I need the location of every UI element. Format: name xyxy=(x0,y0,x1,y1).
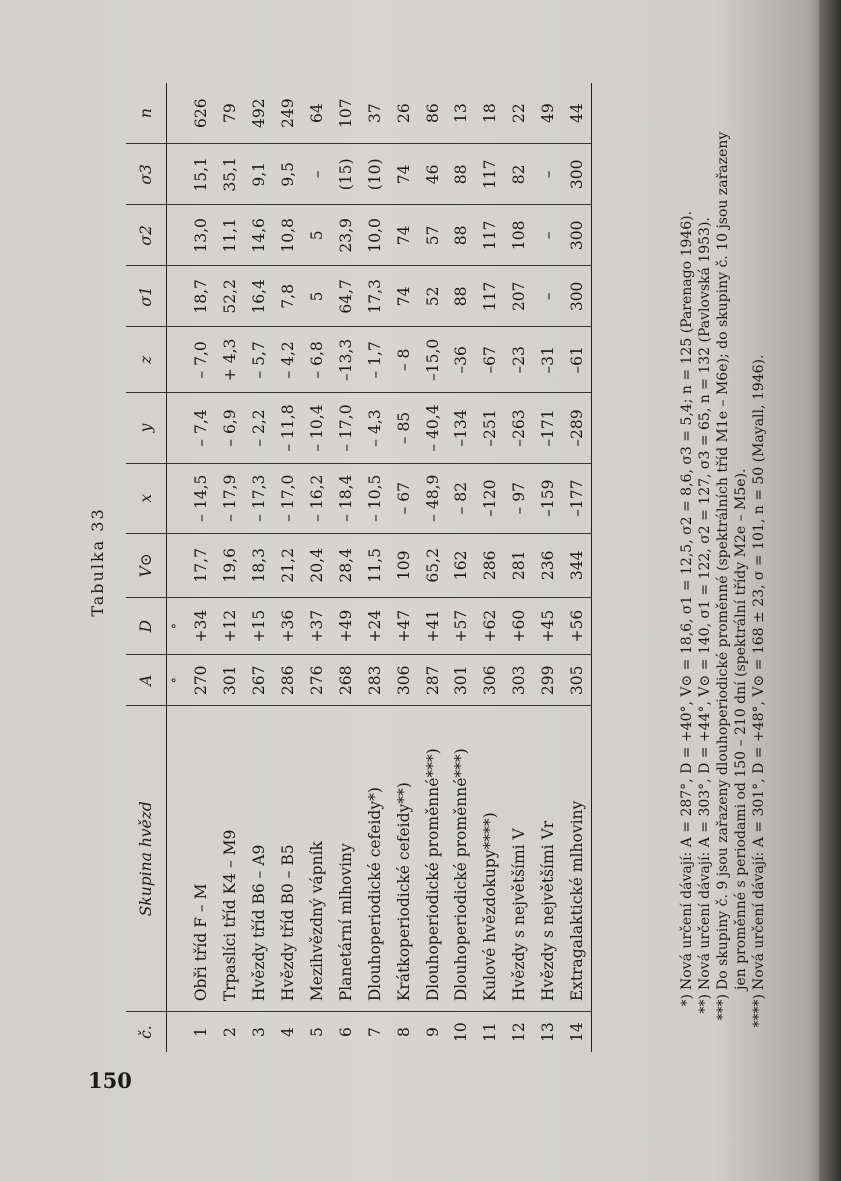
footnote-text: Nová určení dávají: A = 287°, D = +40°, V⊙ = 18,6, σ1 = 12,5, σ2 = 8,6, σ3 = 5,4; n = 125 (Parenago 1946). xyxy=(679,210,695,990)
cell-y: – 17,0 xyxy=(331,393,360,463)
cell-z: – 6,8 xyxy=(303,327,332,393)
cell-x: – 97 xyxy=(505,463,534,533)
cell-sigma1: 74 xyxy=(389,266,418,327)
cell-n: 492 xyxy=(245,83,274,144)
cell-a: 276 xyxy=(303,655,332,706)
cell-sigma3: 46 xyxy=(418,144,447,205)
col-header-v-sun: V⊙ xyxy=(126,533,167,597)
cell-group: Trpaslíci tříd K4 – M9 xyxy=(216,706,245,1012)
cell-z: –67 xyxy=(476,327,505,393)
cell-z: – 8 xyxy=(389,327,418,393)
cell-y: –171 xyxy=(534,393,563,463)
cell-n: 13 xyxy=(447,83,476,144)
table-row xyxy=(360,83,389,1052)
col-header-sigma1: σ1 xyxy=(126,266,167,327)
cell-sigma2: 5 xyxy=(303,205,332,266)
cell-sigma2: 117 xyxy=(476,205,505,266)
col-header-number: č. xyxy=(126,1012,167,1052)
table-caption: Tabulka 33 xyxy=(88,507,107,617)
cell-z: –36 xyxy=(447,327,476,393)
cell-z: –13,3 xyxy=(331,327,360,393)
cell-v-sun: 28,4 xyxy=(331,533,360,597)
cell-y: – 7,4 xyxy=(187,393,216,463)
cell-sigma2: 11,1 xyxy=(216,205,245,266)
cell-number: 10 xyxy=(452,1022,471,1042)
cell-group: Mezihvězdný vápník xyxy=(303,706,332,1012)
cell-z: – 7,0 xyxy=(187,327,216,393)
cell-z: – 4,2 xyxy=(274,327,303,393)
cell-a: 305 xyxy=(563,655,592,706)
cell-sigma1: – xyxy=(534,266,563,327)
cell-sigma2: 10,0 xyxy=(360,205,389,266)
footnote xyxy=(678,52,696,1052)
cell-sigma3: 82 xyxy=(505,144,534,205)
cell-a: 283 xyxy=(360,655,389,706)
cell-sigma1: 88 xyxy=(447,266,476,327)
cell-a: 268 xyxy=(331,655,360,706)
cell-x: – 18,4 xyxy=(331,463,360,533)
table-row xyxy=(476,83,505,1052)
col-header-x: x xyxy=(126,463,167,533)
cell-group: Hvězdy s největšími Vr xyxy=(534,706,563,1012)
cell-a: 287 xyxy=(418,655,447,706)
cell-a: 286 xyxy=(274,655,303,706)
table-row xyxy=(534,83,563,1052)
cell-y: –289 xyxy=(563,393,592,463)
cell-number: 8 xyxy=(394,1027,413,1038)
cell-z: –61 xyxy=(563,327,592,393)
cell-sigma1: 52,2 xyxy=(216,266,245,327)
cell-group: Obři tříd F – M xyxy=(187,706,216,1012)
footnote-mark: *) xyxy=(679,994,695,1007)
cell-v-sun: 18,3 xyxy=(245,533,274,597)
cell-a: 301 xyxy=(447,655,476,706)
col-header-sigma2: σ2 xyxy=(126,205,167,266)
cell-x: – 67 xyxy=(389,463,418,533)
cell-sigma1: 18,7 xyxy=(187,266,216,327)
cell-y: – 10,4 xyxy=(303,393,332,463)
cell-sigma2: 13,0 xyxy=(187,205,216,266)
cell-x: – 14,5 xyxy=(187,463,216,533)
col-header-a: A xyxy=(126,655,167,706)
cell-sigma2: 57 xyxy=(418,205,447,266)
footnote xyxy=(750,52,768,1052)
cell-n: 22 xyxy=(505,83,534,144)
table-row xyxy=(187,83,216,1052)
footnotes xyxy=(678,52,768,1052)
cell-v-sun: 286 xyxy=(476,533,505,597)
cell-n: 64 xyxy=(303,83,332,144)
cell-a: 301 xyxy=(216,655,245,706)
cell-d: +12 xyxy=(216,597,245,655)
table-header-row xyxy=(126,83,167,1052)
cell-v-sun: 20,4 xyxy=(303,533,332,597)
cell-number: 5 xyxy=(308,1027,326,1038)
cell-a: 270 xyxy=(187,655,216,706)
cell-y: –134 xyxy=(447,393,476,463)
cell-z: –15,0 xyxy=(418,327,447,393)
cell-x: – 17,3 xyxy=(245,463,274,533)
cell-number: 3 xyxy=(250,1027,269,1038)
cell-n: 86 xyxy=(418,83,447,144)
col-header-y: y xyxy=(126,393,167,463)
cell-d: +34 xyxy=(187,597,216,655)
cell-z: – 5,7 xyxy=(245,327,274,393)
cell-group: Hvězdy s největšími V xyxy=(505,706,534,1012)
cell-n: 44 xyxy=(563,83,592,144)
footnote-text: Do skupiny č. 9 jsou zařazeny dlouhoperiodické proměnné (spektrálních tříd M1e – M6e); do skupiny č. 10 jsou zařazeny xyxy=(715,131,731,990)
cell-number: 13 xyxy=(539,1022,558,1042)
book-edge-shadow xyxy=(819,0,841,1181)
cell-a: 306 xyxy=(389,655,418,706)
table-row xyxy=(389,83,418,1052)
cell-y: – 85 xyxy=(389,393,418,463)
table-row xyxy=(216,83,245,1052)
cell-d: +56 xyxy=(563,597,592,655)
cell-y: – 4,3 xyxy=(360,393,389,463)
cell-x: – 17,0 xyxy=(274,463,303,533)
cell-number: 7 xyxy=(365,1027,384,1038)
table-row xyxy=(447,83,476,1052)
cell-number: 11 xyxy=(481,1022,500,1042)
footnote xyxy=(696,52,714,1052)
footnote-text: jen proměnné s periodami od 150 – 210 dní (spektrální třídy M2e – M5e). xyxy=(733,468,749,990)
cell-sigma3: 9,1 xyxy=(245,144,274,205)
cell-sigma3: 35,1 xyxy=(216,144,245,205)
cell-sigma1: 207 xyxy=(505,266,534,327)
cell-group: Krátkoperiodické cefeidy**) xyxy=(389,706,418,1012)
cell-v-sun: 162 xyxy=(447,533,476,597)
cell-sigma1: 7,8 xyxy=(274,266,303,327)
cell-number: 4 xyxy=(279,1027,298,1038)
cell-n: 37 xyxy=(360,83,389,144)
cell-sigma2: 14,6 xyxy=(245,205,274,266)
cell-sigma1: 16,4 xyxy=(245,266,274,327)
cell-x: – 48,9 xyxy=(418,463,447,533)
cell-x: – 16,2 xyxy=(303,463,332,533)
cell-sigma3: 117 xyxy=(476,144,505,205)
cell-z: – 1,7 xyxy=(360,327,389,393)
col-header-n: n xyxy=(126,83,167,144)
cell-v-sun: 65,2 xyxy=(418,533,447,597)
cell-n: 49 xyxy=(534,83,563,144)
cell-number: 2 xyxy=(221,1027,240,1038)
cell-y: – 40,4 xyxy=(418,393,447,463)
cell-x: –159 xyxy=(534,463,563,533)
table-row xyxy=(563,83,592,1052)
cell-v-sun: 281 xyxy=(505,533,534,597)
col-header-group: Skupina hvězd xyxy=(126,706,167,1012)
cell-group: Planetární mlhoviny xyxy=(331,706,360,1012)
cell-sigma1: 117 xyxy=(476,266,505,327)
cell-y: –263 xyxy=(505,393,534,463)
footnote xyxy=(732,52,750,1052)
cell-group: Hvězdy tříd B0 – B5 xyxy=(274,706,303,1012)
cell-n: 107 xyxy=(331,83,360,144)
cell-sigma3: (10) xyxy=(360,144,389,205)
cell-sigma1: 300 xyxy=(563,266,592,327)
cell-y: – 11,8 xyxy=(274,393,303,463)
cell-sigma2: 74 xyxy=(389,205,418,266)
cell-group: Dlouhoperiodické cefeidy*) xyxy=(360,706,389,1012)
degree-unit-row xyxy=(167,83,188,1052)
cell-a: 267 xyxy=(245,655,274,706)
cell-d: +15 xyxy=(245,597,274,655)
cell-number: 12 xyxy=(510,1022,529,1042)
cell-d: +36 xyxy=(274,597,303,655)
cell-group: Dlouhoperiodické proměnné***) xyxy=(418,706,447,1012)
cell-d: +60 xyxy=(505,597,534,655)
cell-d: +41 xyxy=(418,597,447,655)
table-row xyxy=(505,83,534,1052)
cell-z: –31 xyxy=(534,327,563,393)
cell-group: Extragalaktické mlhoviny xyxy=(563,706,592,1012)
cell-z: –23 xyxy=(505,327,534,393)
cell-sigma3: 9,5 xyxy=(274,144,303,205)
col-header-sigma3: σ3 xyxy=(126,144,167,205)
cell-v-sun: 344 xyxy=(563,533,592,597)
cell-sigma2: 88 xyxy=(447,205,476,266)
degree-mark-d: ° xyxy=(167,597,188,655)
cell-a: 306 xyxy=(476,655,505,706)
cell-y: – 2,2 xyxy=(245,393,274,463)
cell-sigma2: – xyxy=(534,205,563,266)
cell-d: +45 xyxy=(534,597,563,655)
cell-n: 79 xyxy=(216,83,245,144)
table-row xyxy=(274,83,303,1052)
cell-a: 303 xyxy=(505,655,534,706)
cell-sigma3: – xyxy=(534,144,563,205)
cell-number: 1 xyxy=(192,1027,211,1038)
cell-sigma3: 15,1 xyxy=(187,144,216,205)
cell-sigma3: – xyxy=(303,144,332,205)
cell-z: + 4,3 xyxy=(216,327,245,393)
cell-sigma2: 108 xyxy=(505,205,534,266)
cell-a: 299 xyxy=(534,655,563,706)
cell-v-sun: 11,5 xyxy=(360,533,389,597)
cell-d: +37 xyxy=(303,597,332,655)
degree-mark-a: ° xyxy=(167,655,188,706)
cell-v-sun: 17,7 xyxy=(187,533,216,597)
cell-n: 18 xyxy=(476,83,505,144)
page-number: 150 xyxy=(88,1068,132,1093)
cell-sigma3: 300 xyxy=(563,144,592,205)
cell-d: +49 xyxy=(331,597,360,655)
cell-n: 249 xyxy=(274,83,303,144)
cell-v-sun: 21,2 xyxy=(274,533,303,597)
cell-v-sun: 236 xyxy=(534,533,563,597)
cell-sigma1: 5 xyxy=(303,266,332,327)
cell-group: Kulové hvězdokupy****) xyxy=(476,706,505,1012)
table-row xyxy=(245,83,274,1052)
cell-y: –251 xyxy=(476,393,505,463)
cell-v-sun: 19,6 xyxy=(216,533,245,597)
cell-sigma3: 88 xyxy=(447,144,476,205)
footnote-text: Nová určení dávají: A = 301°, D = +48°, V⊙ = 168 ± 23, σ = 101, n = 50 (Mayall, 1946). xyxy=(751,354,767,990)
cell-sigma1: 17,3 xyxy=(360,266,389,327)
footnote-mark: ***) xyxy=(715,994,731,1021)
footnote-mark: ****) xyxy=(751,994,767,1028)
cell-sigma3: 74 xyxy=(389,144,418,205)
cell-d: +57 xyxy=(447,597,476,655)
cell-x: – 82 xyxy=(447,463,476,533)
cell-sigma1: 64,7 xyxy=(331,266,360,327)
table-row xyxy=(303,83,332,1052)
cell-sigma3: (15) xyxy=(331,144,360,205)
table-row xyxy=(331,83,360,1052)
cell-x: –177 xyxy=(563,463,592,533)
cell-d: +47 xyxy=(389,597,418,655)
col-header-d: D xyxy=(126,597,167,655)
rotated-table-block xyxy=(88,42,808,1052)
cell-x: – 17,9 xyxy=(216,463,245,533)
cell-sigma2: 23,9 xyxy=(331,205,360,266)
table-row xyxy=(418,83,447,1052)
cell-sigma2: 10,8 xyxy=(274,205,303,266)
footnote-mark: **) xyxy=(697,994,713,1014)
cell-group: Hvězdy tříd B6 – A9 xyxy=(245,706,274,1012)
cell-number: 9 xyxy=(423,1027,442,1038)
cell-sigma1: 52 xyxy=(418,266,447,327)
footnote xyxy=(714,52,732,1052)
col-header-z: z xyxy=(126,327,167,393)
cell-x: –120 xyxy=(476,463,505,533)
cell-x: – 10,5 xyxy=(360,463,389,533)
cell-sigma2: 300 xyxy=(563,205,592,266)
cell-number: 6 xyxy=(336,1027,355,1038)
star-groups-table xyxy=(126,83,592,1052)
cell-y: – 6,9 xyxy=(216,393,245,463)
cell-n: 626 xyxy=(187,83,216,144)
cell-d: +62 xyxy=(476,597,505,655)
footnote-text: Nová určení dávají: A = 303°, D = +44°, V⊙ = 140, σ1 = 122, σ2 = 127, σ3 = 65, n = 132 (Pavlovská 1953). xyxy=(697,217,713,990)
cell-group: Dlouhoperiodické proměnné***) xyxy=(447,706,476,1012)
cell-d: +24 xyxy=(360,597,389,655)
cell-number: 14 xyxy=(563,1012,592,1052)
cell-n: 26 xyxy=(389,83,418,144)
cell-v-sun: 109 xyxy=(389,533,418,597)
